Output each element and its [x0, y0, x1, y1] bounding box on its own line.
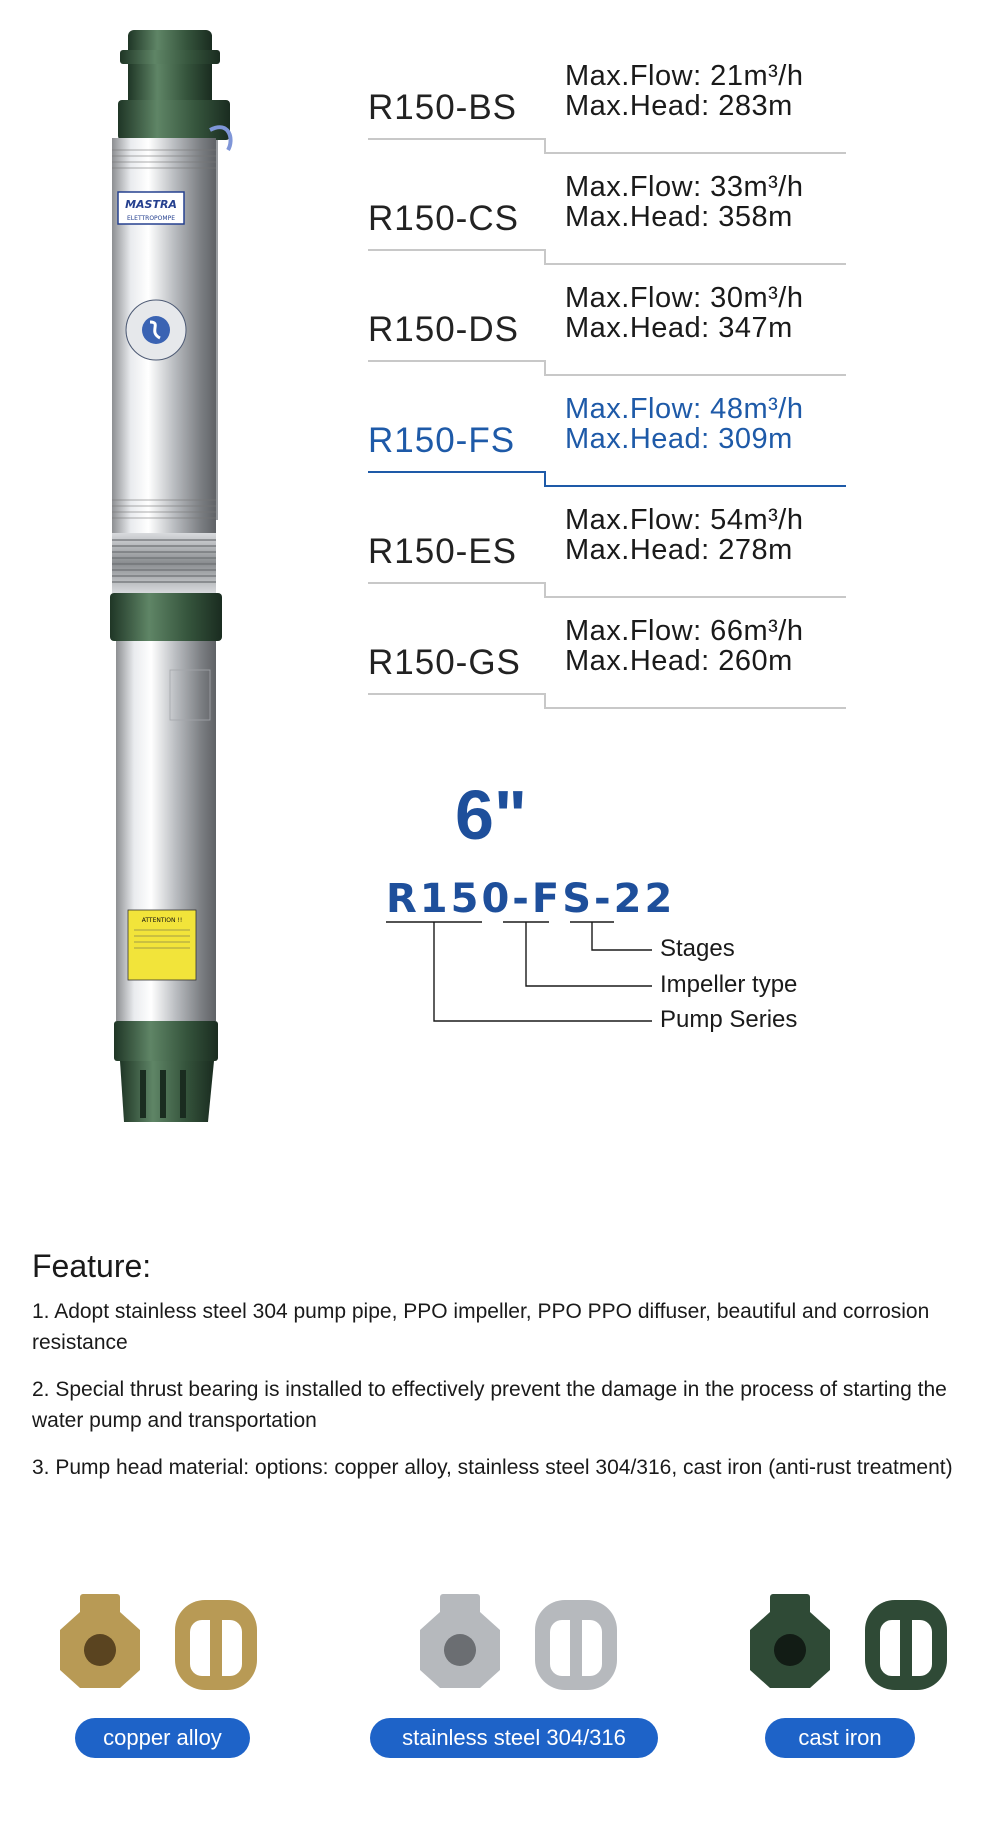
model-code: R150-FS-22 [386, 876, 676, 922]
feature-item-3: 3. Pump head material: options: copper alloy, stainless steel 304/316, cast iron (anti-rust treatment) [32, 1456, 953, 1479]
brand-text: MASTRA [125, 198, 177, 211]
model-max-head: Max.Head: 260m [565, 645, 793, 677]
model-max-flow: Max.Flow: 66m³/h [565, 615, 804, 647]
pump-size-title: 6" [455, 776, 528, 854]
model-max-head: Max.Head: 358m [565, 201, 793, 233]
model-max-flow: Max.Flow: 21m³/h [565, 60, 804, 92]
model-name: R150-BS [368, 88, 518, 127]
stainless-adapter-icon [410, 1590, 640, 1700]
feature-item-2: 2. Special thrust bearing is installed to effectively prevent the damage in the process of starting the water pump and transportation [32, 1378, 947, 1432]
legend-stages: Stages [660, 935, 735, 962]
material-copper [50, 1590, 280, 1810]
model-max-flow: Max.Flow: 30m³/h [565, 282, 804, 314]
model-max-flow: Max.Flow: 54m³/h [565, 504, 804, 536]
model-name: R150-ES [368, 532, 518, 571]
attention-title: ATTENTION !! [141, 917, 183, 924]
model-name: R150-CS [368, 199, 519, 238]
model-name: R150-GS [368, 643, 521, 682]
cast-iron-adapter-icon [740, 1590, 960, 1700]
material-label-copper: copper alloy [75, 1718, 250, 1758]
model-name: R150-DS [368, 310, 519, 349]
material-stainless [370, 1590, 670, 1810]
legend-series: Pump Series [660, 1006, 798, 1033]
material-cast-iron [740, 1590, 970, 1810]
model-max-head: Max.Head: 309m [565, 423, 793, 455]
model-max-flow: Max.Flow: 48m³/h [565, 393, 804, 425]
copper-adapter-icon [50, 1590, 270, 1700]
model-max-head: Max.Head: 347m [565, 312, 793, 344]
material-label-cast-iron: cast iron [765, 1718, 915, 1758]
material-label-stainless: stainless steel 304/316 [370, 1718, 658, 1758]
feature-item-1: 1. Adopt stainless steel 304 pump pipe, PPO impeller, PPO PPO diffuser, beautiful and corrosion resistance [32, 1300, 930, 1354]
brand-subtext: ELETTROPOMPE [127, 215, 175, 222]
model-name: R150-FS [368, 421, 516, 460]
model-max-flow: Max.Flow: 33m³/h [565, 171, 804, 203]
connector-series [434, 922, 652, 1021]
model-max-head: Max.Head: 283m [565, 90, 793, 122]
legend-impeller: Impeller type [660, 971, 798, 998]
connector-stages [592, 922, 652, 950]
feature-heading: Feature: [32, 1248, 152, 1284]
model-max-head: Max.Head: 278m [565, 534, 793, 566]
connector-impeller [526, 922, 652, 986]
